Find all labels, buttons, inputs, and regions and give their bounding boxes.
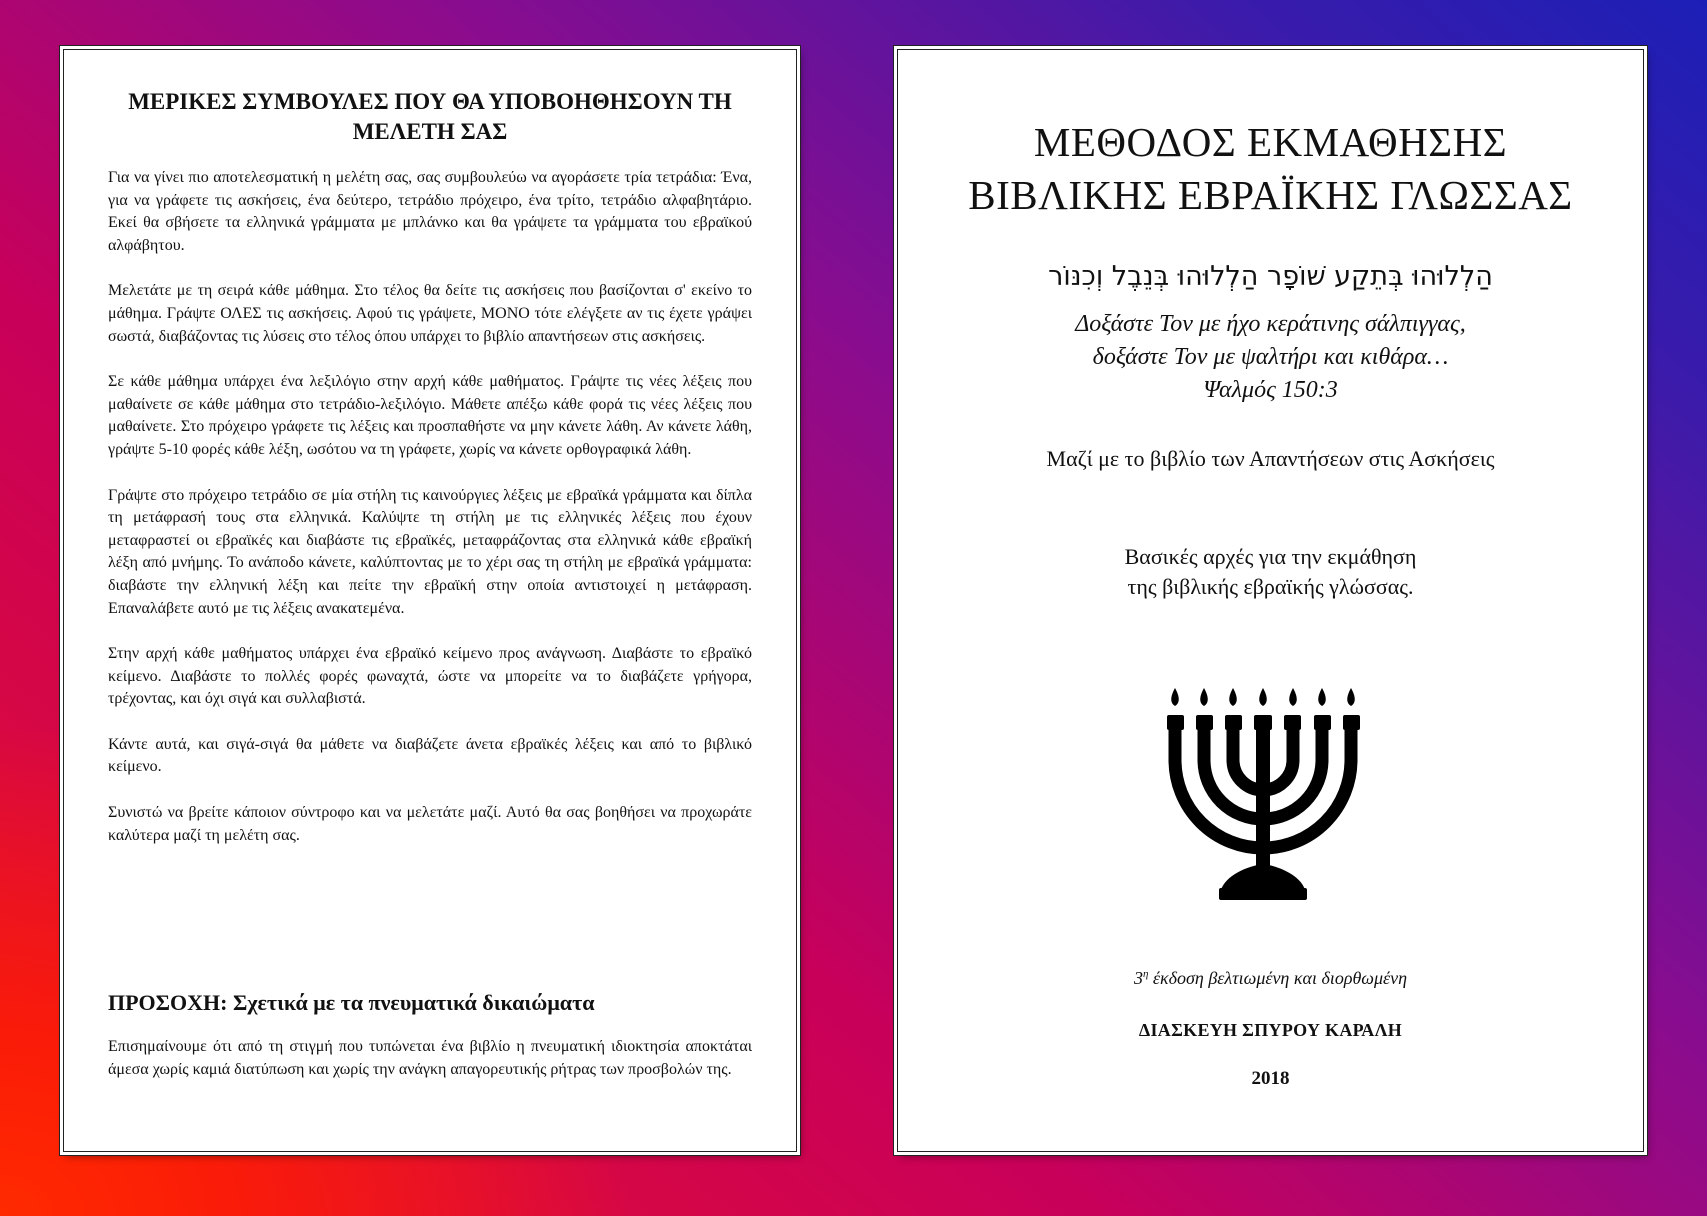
book-title-line-1: ΜΕΘΟΔΟΣ ΕΚΜΑΘΗΣΗΣ (1033, 119, 1508, 165)
copyright-notice-body: Επισημαίνουμε ότι από τη στιγμή που τυπώνεται ένα βιβλίο η πνευματική ιδιοκτησία αποκτάται άμεσα χωρίς καμιά διατύπωση και χωρίς την ανάγκη απαγορευτικής ρήτρας των προσβολών της. (108, 1038, 752, 1078)
tips-paragraph-6: Κάντε αυτά, και σιγά-σιγά θα μάθετε να διαβάζετε άνετα εβραϊκές λέξεις και από το βιβλικό κείμενο. (108, 735, 752, 776)
subtitle-line-1: Βασικές αρχές για την εκμάθηση (1124, 544, 1417, 569)
book-title (898, 116, 1643, 222)
edition-note (898, 962, 1643, 990)
cover-page (897, 49, 1644, 1152)
tips-paragraph-3: Σε κάθε μάθημα υπάρχει ένα λεξιλόγιο στην αρχή κάθε μαθήματος. Γράψτε τις νέες λέξεις που μαθαίνετε σε κάθε μάθημα στο τετράδιο-λεξιλόγιο. Μάθετε απέξω κάθε φορά τις νέες λέξεις που μαθαίνετε. Στο πρόχειρο γράφετε τις λέξεις και προσπαθήστε να μην κάνετε λάθη. Αν κάνετε λάθη, γράψτε 5-10 φορές κάθε λέξη, ωσότου να τη γράφετε, χωρίς να κάνετε ορθογραφικά λάθη. (108, 373, 752, 458)
edition-text: έκδοση βελτιωμένη και διορθωμένη (1148, 968, 1408, 988)
publication-year: 2018 (1251, 1068, 1290, 1089)
tips-body (108, 167, 752, 870)
tips-paragraph-4: Γράψτε στο πρόχειρο τετράδιο σε μία στήλη τις καινούργιες λέξεις με εβραϊκά γράμματα και δίπλα τη μετάφρασή τους στα ελληνικά. Καλύψτε τη στήλη με τις ελληνικές λέξεις που έχουν μεταφραστεί οι εβραϊκές και διαβάστε τις εβραϊκές, μεταφράζοντας στα ελληνικά κάθε εβραϊκή λέξη από μνήμης. Το ανάποδο κάνετε, καλύπτοντας με το χέρι σας τη στήλη με εβραϊκά γράμματα: διαβάστε την ελληνική λέξη και πείτε την εβραϊκή στην οποία αντιστοιχεί η μετάφραση. Επαναλάβετε αυτό με τις λέξεις ανακατεμένα. (108, 486, 752, 617)
tips-paragraph-1: Για να γίνει πιο αποτελεσματική η μελέτη σας, σας συμβουλεύω να αγοράσετε τρία τετράδια: Ένα, για να γράφετε τις ασκήσεις, ένα δεύτερο, τετράδιο πρόχειρο, ένα τρίτο, τετράδιο αλφαβητάριο. Εκεί θα σβήσετε τα ελληνικά γράμματα με μπλάνκο και θα γράψετε τα γράμματα του εβραϊκού αλφάβητου. (108, 169, 752, 254)
tips-paragraph-5: Στην αρχή κάθε μαθήματος υπάρχει ένα εβραϊκό κείμενο προς ανάγνωση. Διαβάστε το εβραϊκό κείμενο. Διαβάστε το πολλές φορές φωναχτά, ώστε να μπορείτε να το διαβάζετε γρήγορα, τρέχοντας, και όχι σιγά και συλλαβιστά. (108, 645, 752, 708)
verse-line-1: Δοξάστε Τον με ήχο κεράτινης σάλπιγγας, (1075, 311, 1466, 337)
tips-paragraph-7: Συνιστώ να βρείτε κάποιον σύντροφο και να μελετάτε μαζί. Αυτό θα σας βοηθήσει να προχωράτε καλύτερα μαζί τη μελέτη σας. (108, 804, 752, 844)
with-answers-note: Μαζί με το βιβλίο των Απαντήσεων στις Ασκήσεις (1046, 446, 1495, 471)
tips-title: ΜΕΡΙΚΕΣ ΣΥΜΒΟΥΛΕΣ ΠΟΥ ΘΑ ΥΠΟΒΟΗΘΗΣΟΥΝ ΤΗ ΜΕΛΕΤΗ ΣΑΣ (128, 89, 732, 144)
verse-translation (898, 308, 1643, 407)
book-title-line-2: ΒΙΒΛΙΚΗΣ ΕΒΡΑΪΚΗΣ ΓΛΩΣΣΑΣ (968, 172, 1573, 218)
menorah-icon (1167, 688, 1369, 902)
edition-superscript: η (1142, 968, 1149, 980)
verse-reference: Ψαλμός 150:3 (1203, 377, 1338, 403)
left-page (63, 49, 797, 1152)
edition-number: 3 (1133, 968, 1143, 988)
tips-paragraph-2: Μελετάτε με τη σειρά κάθε μάθημα. Στο τέλος θα δείτε τις ασκήσεις που βασίζονται σ' εκείνο το μάθημα. Γράψτε ΟΛΕΣ τις ασκήσεις. Αφού τις γράψετε, ΜΟΝΟ τότε ελέγξετε αν τις έχετε γράψει σωστά, διαβάζοντας τις λύσεις στο τέλος όπου υπάρχει το βιβλίο απαντήσεων στις ασκήσεις. (108, 282, 752, 345)
hebrew-verse: הַלְלוּהוּ בְּתֵקַע שׁוֹפָר הַלְלוּהוּ בְּנֵבֶל וְכִנּוֹר (1048, 261, 1493, 292)
subtitle-line-2: της βιβλικής εβραϊκής γλώσσας. (1127, 574, 1414, 599)
verse-line-2: δοξάστε Τον με ψαλτήρι και κιθάρα… (1092, 344, 1449, 370)
copyright-notice-title: ΠΡΟΣΟΧΗ: Σχετικά με τα πνευματικά δικαιώματα (108, 990, 595, 1015)
subtitle (898, 542, 1643, 602)
author: ΔΙΑΣΚΕΥΗ ΣΠΥΡΟΥ ΚΑΡΑΛΗ (1138, 1020, 1403, 1040)
